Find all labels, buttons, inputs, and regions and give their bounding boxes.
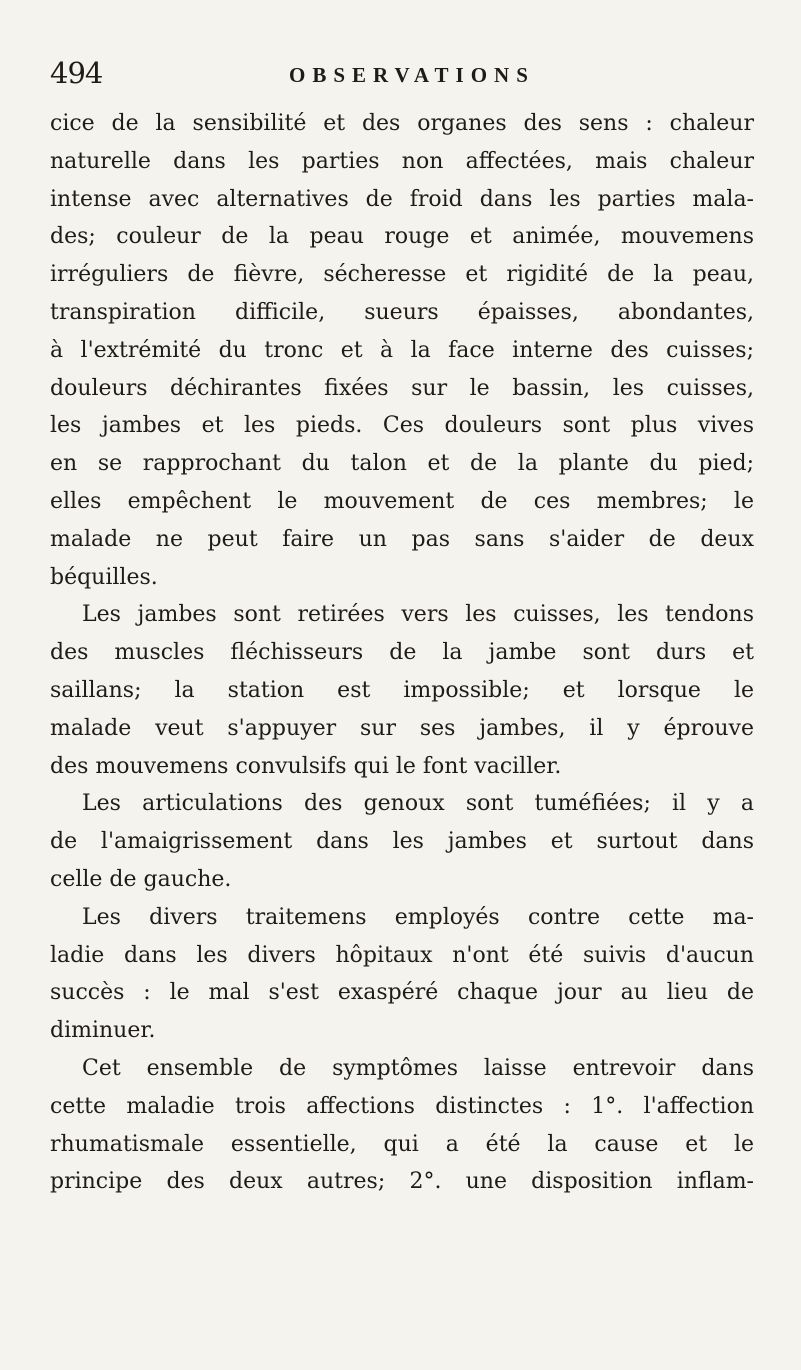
- page-header: [50, 56, 750, 96]
- text-line: ladie dans les divers hôpitaux n'ont été suivis d'aucun: [50, 942, 754, 968]
- text-line: malade veut s'appuyer sur ses jambes, il y éprouve: [50, 715, 754, 741]
- text-line: celle de gauche.: [50, 866, 232, 892]
- body-text: [50, 105, 754, 1201]
- text-line: transpiration difficile, sueurs épaisses, abondantes,: [50, 299, 754, 325]
- text-line: en se rapprochant du talon et de la plante du pied;: [50, 451, 754, 477]
- text-line: principe des deux autres; 2°. une disposition inflam-: [50, 1169, 754, 1195]
- text-line: les jambes et les pieds. Ces douleurs sont plus vives: [50, 413, 754, 439]
- text-line: diminuer.: [50, 1018, 156, 1044]
- text-line: elles empêchent le mouvement de ces membres; le: [50, 488, 754, 514]
- text-line: à l'extrémité du tronc et à la face interne des cuisses;: [50, 337, 754, 363]
- text-line: des muscles fléchisseurs de la jambe sont durs et: [50, 640, 754, 666]
- text-line: Les articulations des genoux sont tuméfiées; il y a: [82, 791, 754, 817]
- text-line: cette maladie trois affections distinctes : 1°. l'affection: [50, 1093, 754, 1119]
- running-head: OBSERVATIONS: [289, 63, 535, 87]
- text-line: des; couleur de la peau rouge et animée, mouvemens: [50, 224, 754, 250]
- text-line: rhumatismale essentielle, qui a été la cause et le: [50, 1131, 754, 1157]
- text-line: saillans; la station est impossible; et lorsque le: [50, 677, 754, 703]
- text-line: malade ne peut faire un pas sans s'aider de deux: [50, 526, 754, 552]
- text-line: naturelle dans les parties non affectées, mais chaleur: [50, 148, 754, 174]
- text-line: irréguliers de fièvre, sécheresse et rigidité de la peau,: [50, 262, 754, 288]
- text-line: Les divers traitemens employés contre cette ma-: [82, 904, 754, 930]
- text-line: douleurs déchirantes fixées sur le bassin, les cuisses,: [50, 375, 754, 401]
- text-line: béquilles.: [50, 564, 158, 590]
- text-line: succès : le mal s'est exaspéré chaque jour au lieu de: [50, 980, 754, 1006]
- text-line: Les jambes sont retirées vers les cuisses, les tendons: [82, 602, 754, 628]
- text-line: intense avec alternatives de froid dans les parties mala-: [50, 186, 754, 212]
- page-number: 494: [50, 56, 103, 90]
- text-line: cice de la sensibilité et des organes des sens : chaleur: [50, 111, 754, 136]
- text-line: de l'amaigrissement dans les jambes et surtout dans: [50, 829, 754, 855]
- text-line: Cet ensemble de symptômes laisse entrevoir dans: [82, 1055, 754, 1081]
- text-line: des mouvemens convulsifs qui le font vaciller.: [50, 753, 562, 779]
